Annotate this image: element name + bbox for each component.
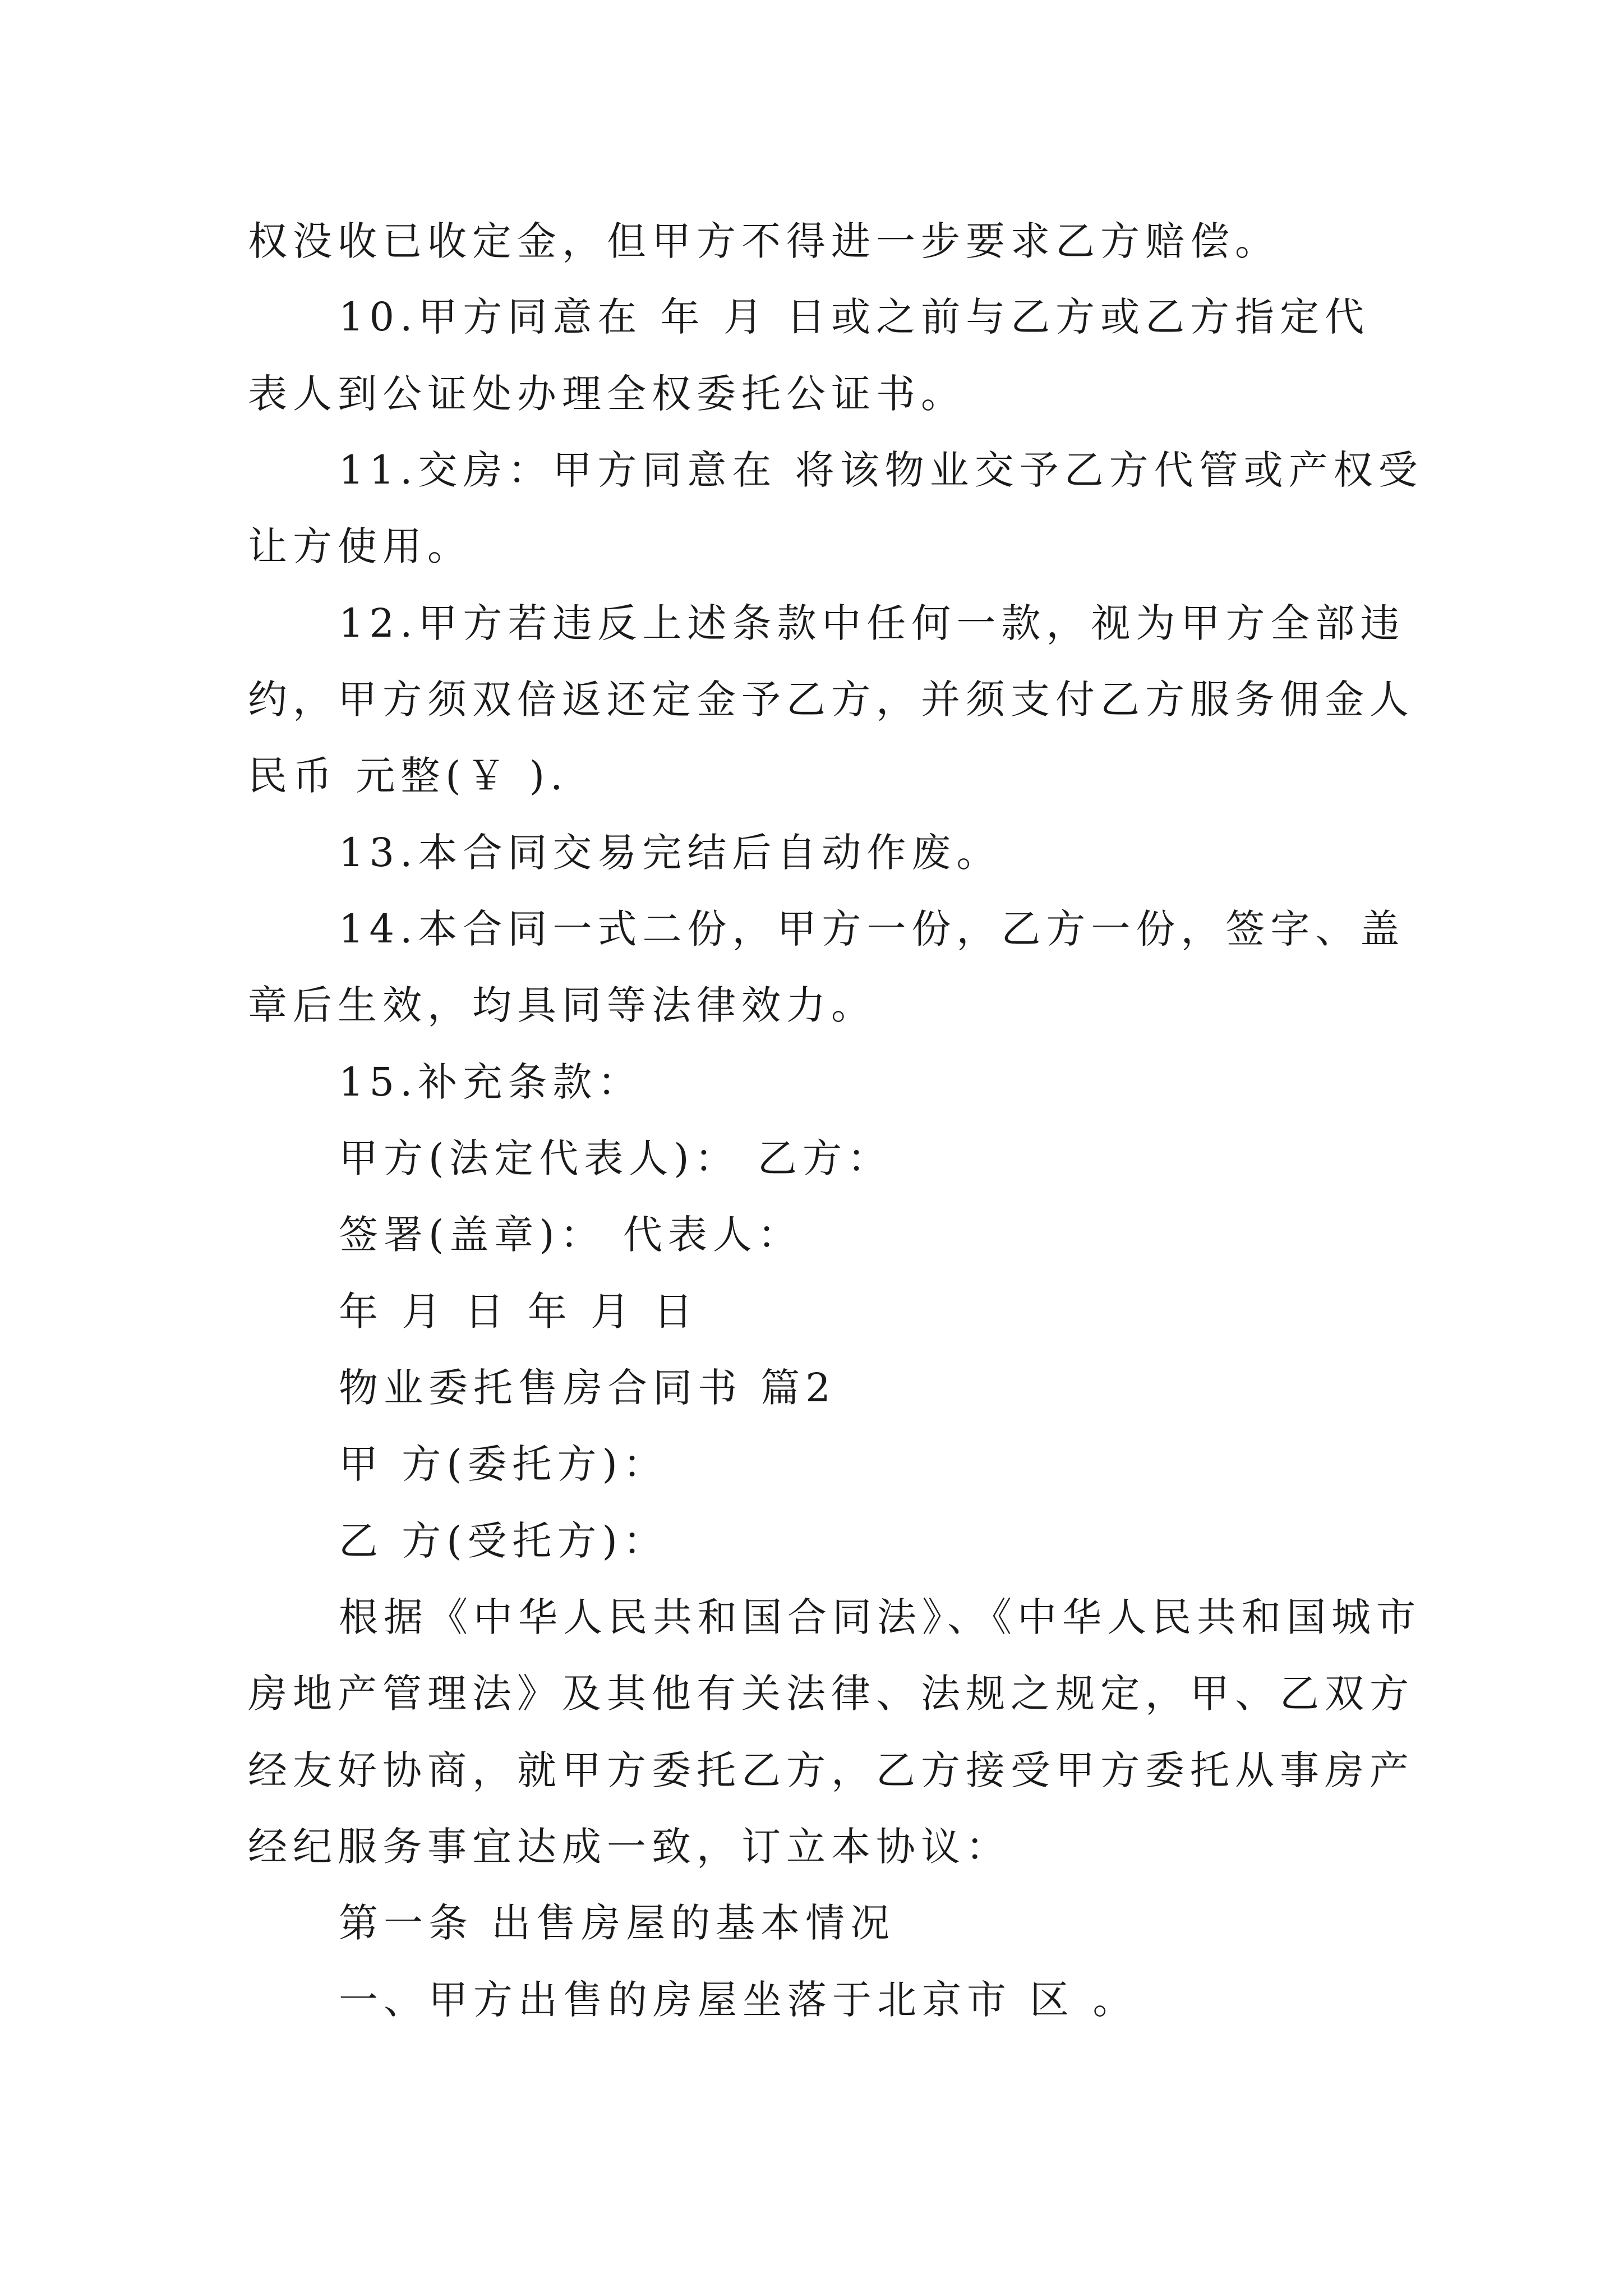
text-line: 一、甲方出售的房屋坐落于北京市 区 。 [339, 1977, 1138, 2023]
text-line: 15.补充条款： [339, 1059, 643, 1105]
text-line: 甲 方(委托方)： [339, 1441, 668, 1487]
text-line: 乙 方(受托方)： [339, 1518, 668, 1564]
section-heading: 物业委托售房合同书 篇2 [339, 1365, 836, 1411]
text-line: 房地产管理法》及其他有关法律、法规之规定，甲、乙双方 [248, 1671, 1414, 1717]
text-line: 根据《中华人民共和国合同法》、《中华人民共和国城市 [339, 1594, 1421, 1640]
text-line: 表人到公证处办理全权委托公证书。 [248, 371, 966, 417]
text-line: 约，甲方须双倍返还定金予乙方，并须支付乙方服务佣金人 [248, 677, 1414, 723]
article-heading: 第一条 出售房屋的基本情况 [339, 1900, 896, 1946]
text-line: 11.交房：甲方同意在 将该物业交予乙方代管或产权受 [339, 447, 1423, 493]
text-line: 章后生效，均具同等法律效力。 [248, 982, 876, 1028]
text-line: 经纪服务事宜达成一致，订立本协议： [248, 1824, 1011, 1870]
text-line: 签署(盖章)： 代表人： [339, 1212, 803, 1258]
text-line: 甲方(法定代表人)： 乙方： [339, 1135, 892, 1181]
text-line: 权没收已收定金，但甲方不得进一步要求乙方赔偿。 [248, 218, 1280, 264]
text-line: 经友好协商，就甲方委托乙方，乙方接受甲方委托从事房产 [248, 1747, 1414, 1793]
text-line: 年 月 日 年 月 日 [339, 1289, 699, 1335]
text-line: 让方使用。 [248, 523, 472, 569]
text-line: 12.甲方若违反上述条款中任何一款，视为甲方全部违 [339, 600, 1405, 646]
text-line: 民币 元整(￥ ). [248, 753, 569, 799]
text-line: 14.本合同一式二份，甲方一份，乙方一份，签字、盖 [339, 906, 1405, 952]
text-line: 13.本合同交易完结后自动作废。 [339, 830, 1002, 876]
text-line: 10.甲方同意在 年 月 日或之前与乙方或乙方指定代 [339, 294, 1370, 340]
